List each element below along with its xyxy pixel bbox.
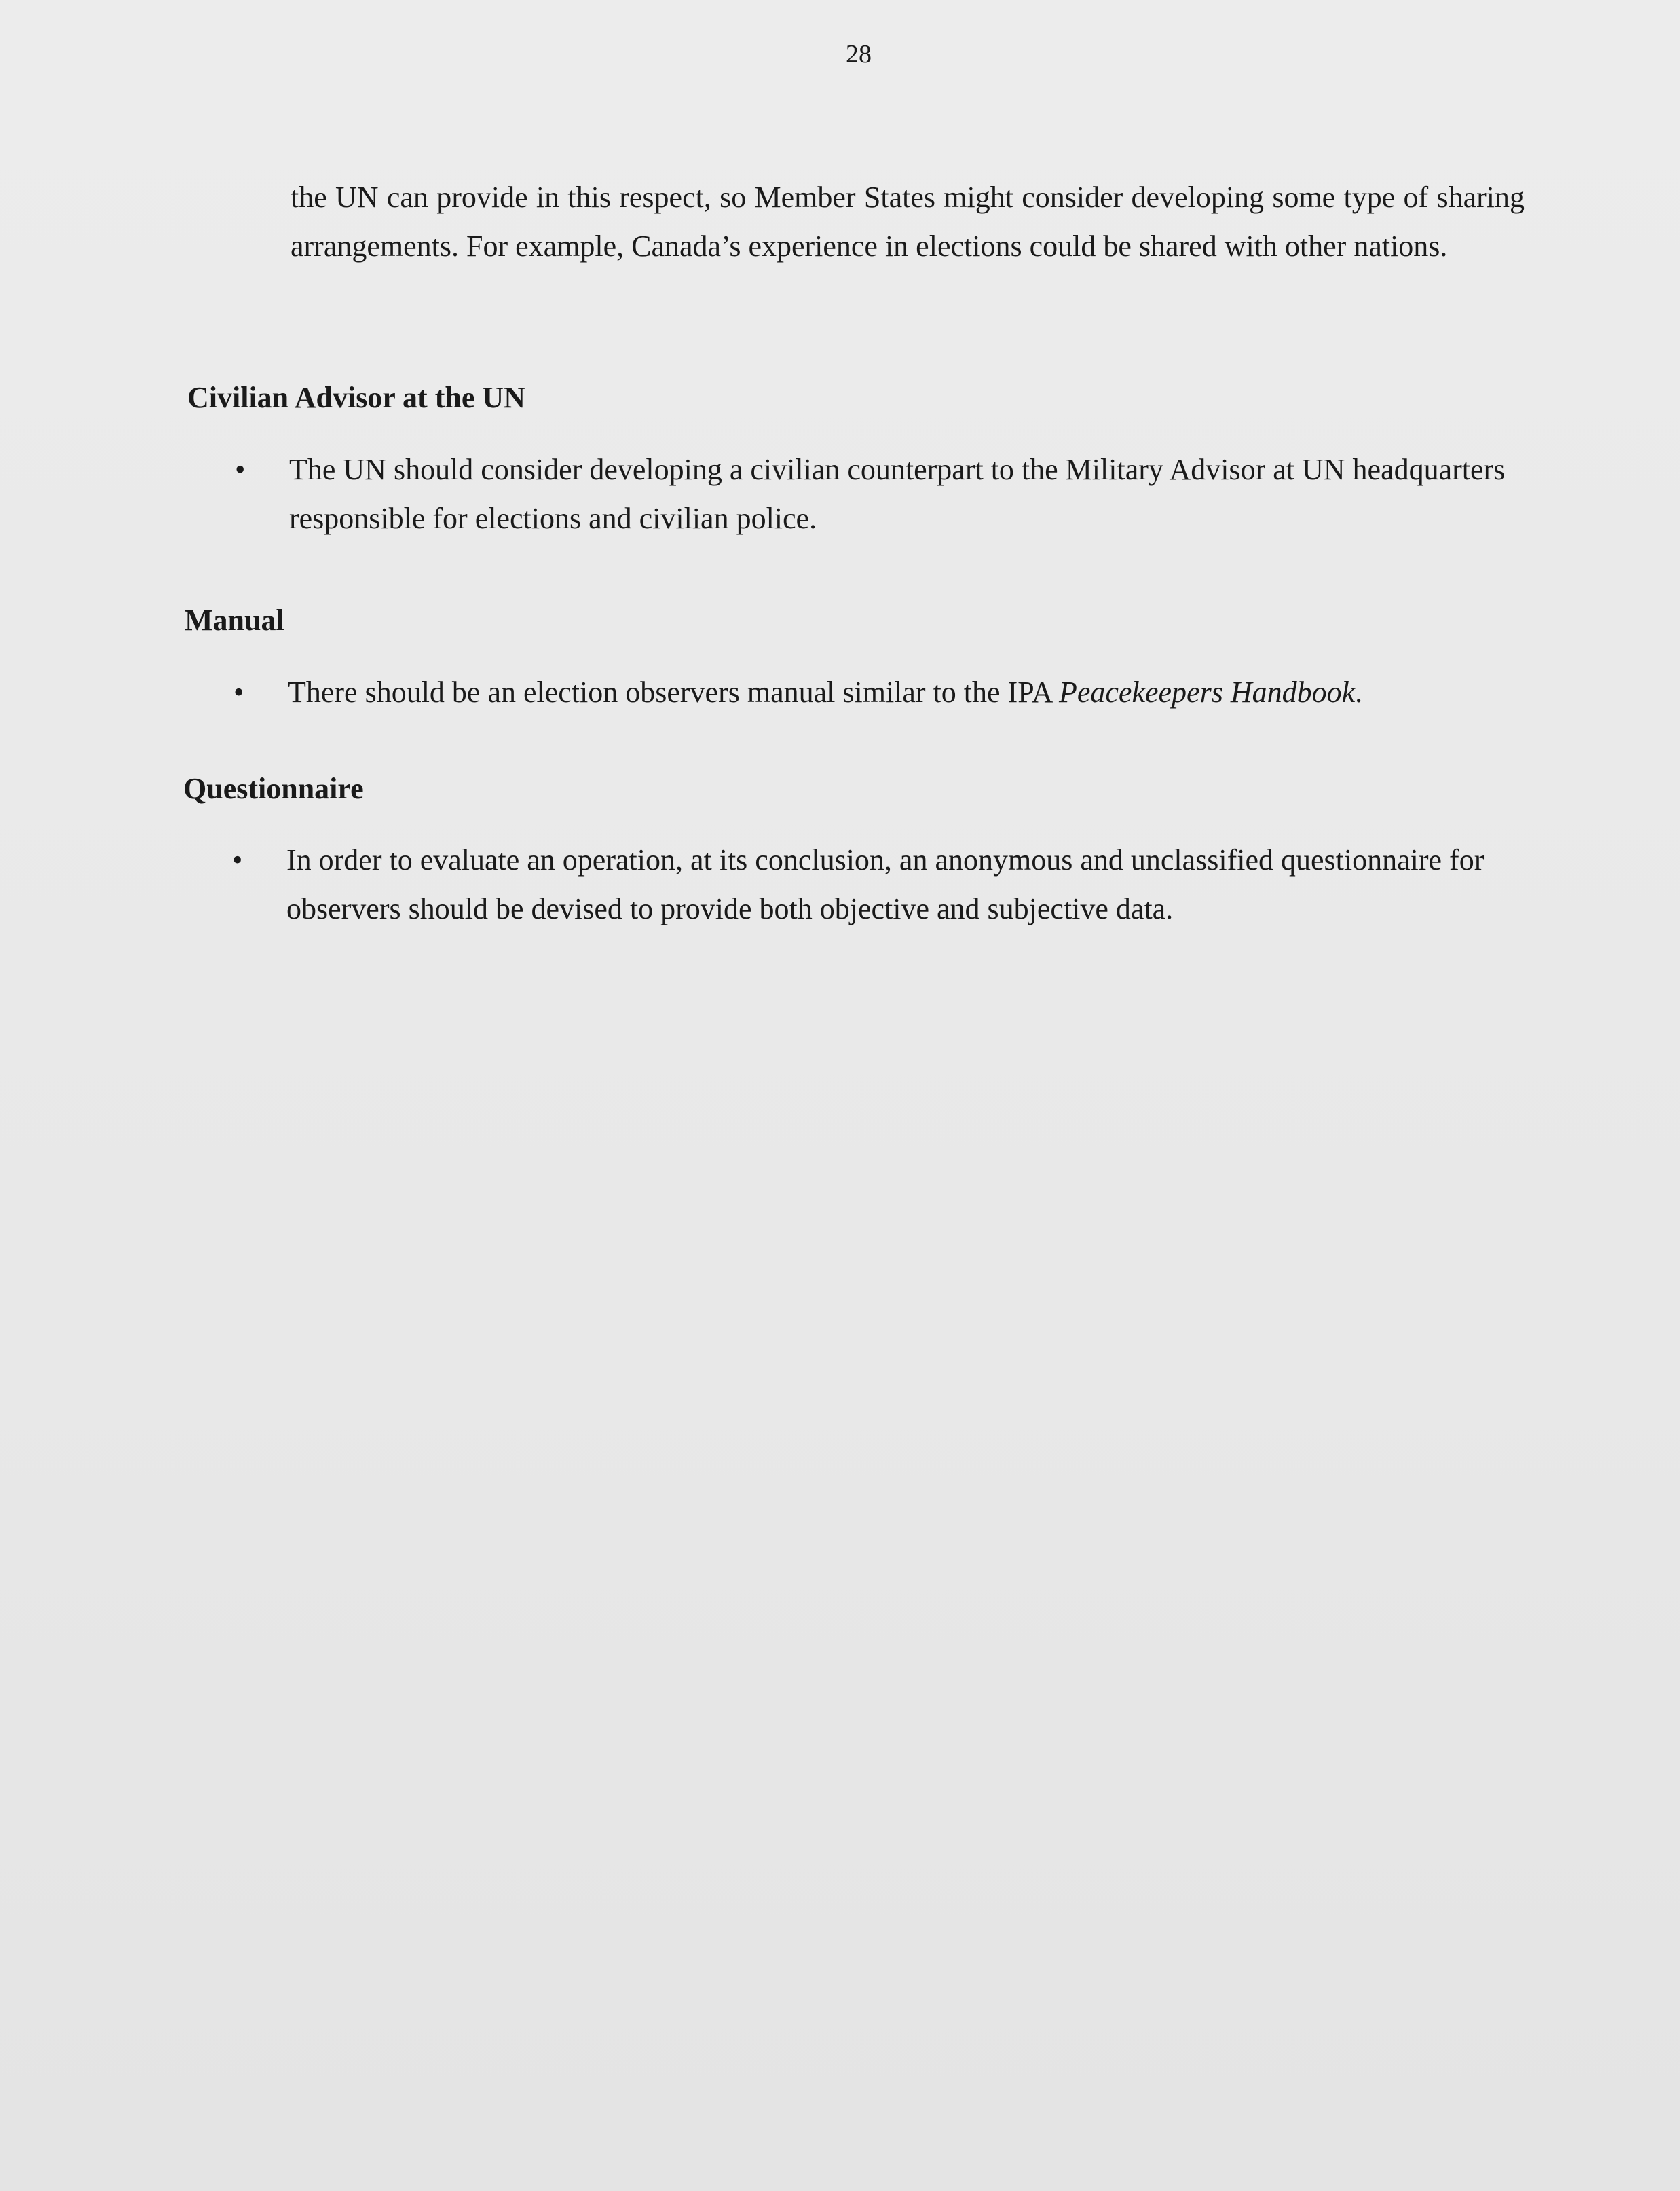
bullet-text-prefix: There should be an election observers manual similar to the IPA [288, 676, 1059, 709]
bullet-icon [232, 836, 273, 885]
section-heading-manual: Manual [185, 604, 284, 637]
section-heading-civilian-advisor: Civilian Advisor at the UN [187, 381, 525, 414]
page-number: 28 [846, 40, 872, 69]
show-through-text [176, 231, 184, 288]
bullet-text-suffix: . [1355, 676, 1363, 709]
handbook-title: Peacekeepers Handbook [1059, 676, 1356, 709]
intro-paragraph: the UN can provide in this respect, so Member States might consider developing some type of sharing arrangements. For example, Canada’s experience in elections could be shared with other nations. [291, 181, 1525, 263]
bullet-text: The UN should consider developing a civilian counterpart to the Military Advisor at UN headquarters responsible for elections and civilian police. [289, 453, 1506, 535]
bullet-icon [235, 445, 276, 494]
bullet-text: In order to evaluate an operation, at its conclusion, an anonymous and unclassified questionnaire for observers should be devised to provide both objective and subjective data. [286, 843, 1485, 925]
bullet-text [288, 668, 1550, 717]
bullet-icon [234, 668, 274, 717]
section-heading-questionnaire: Questionnaire [183, 772, 364, 805]
